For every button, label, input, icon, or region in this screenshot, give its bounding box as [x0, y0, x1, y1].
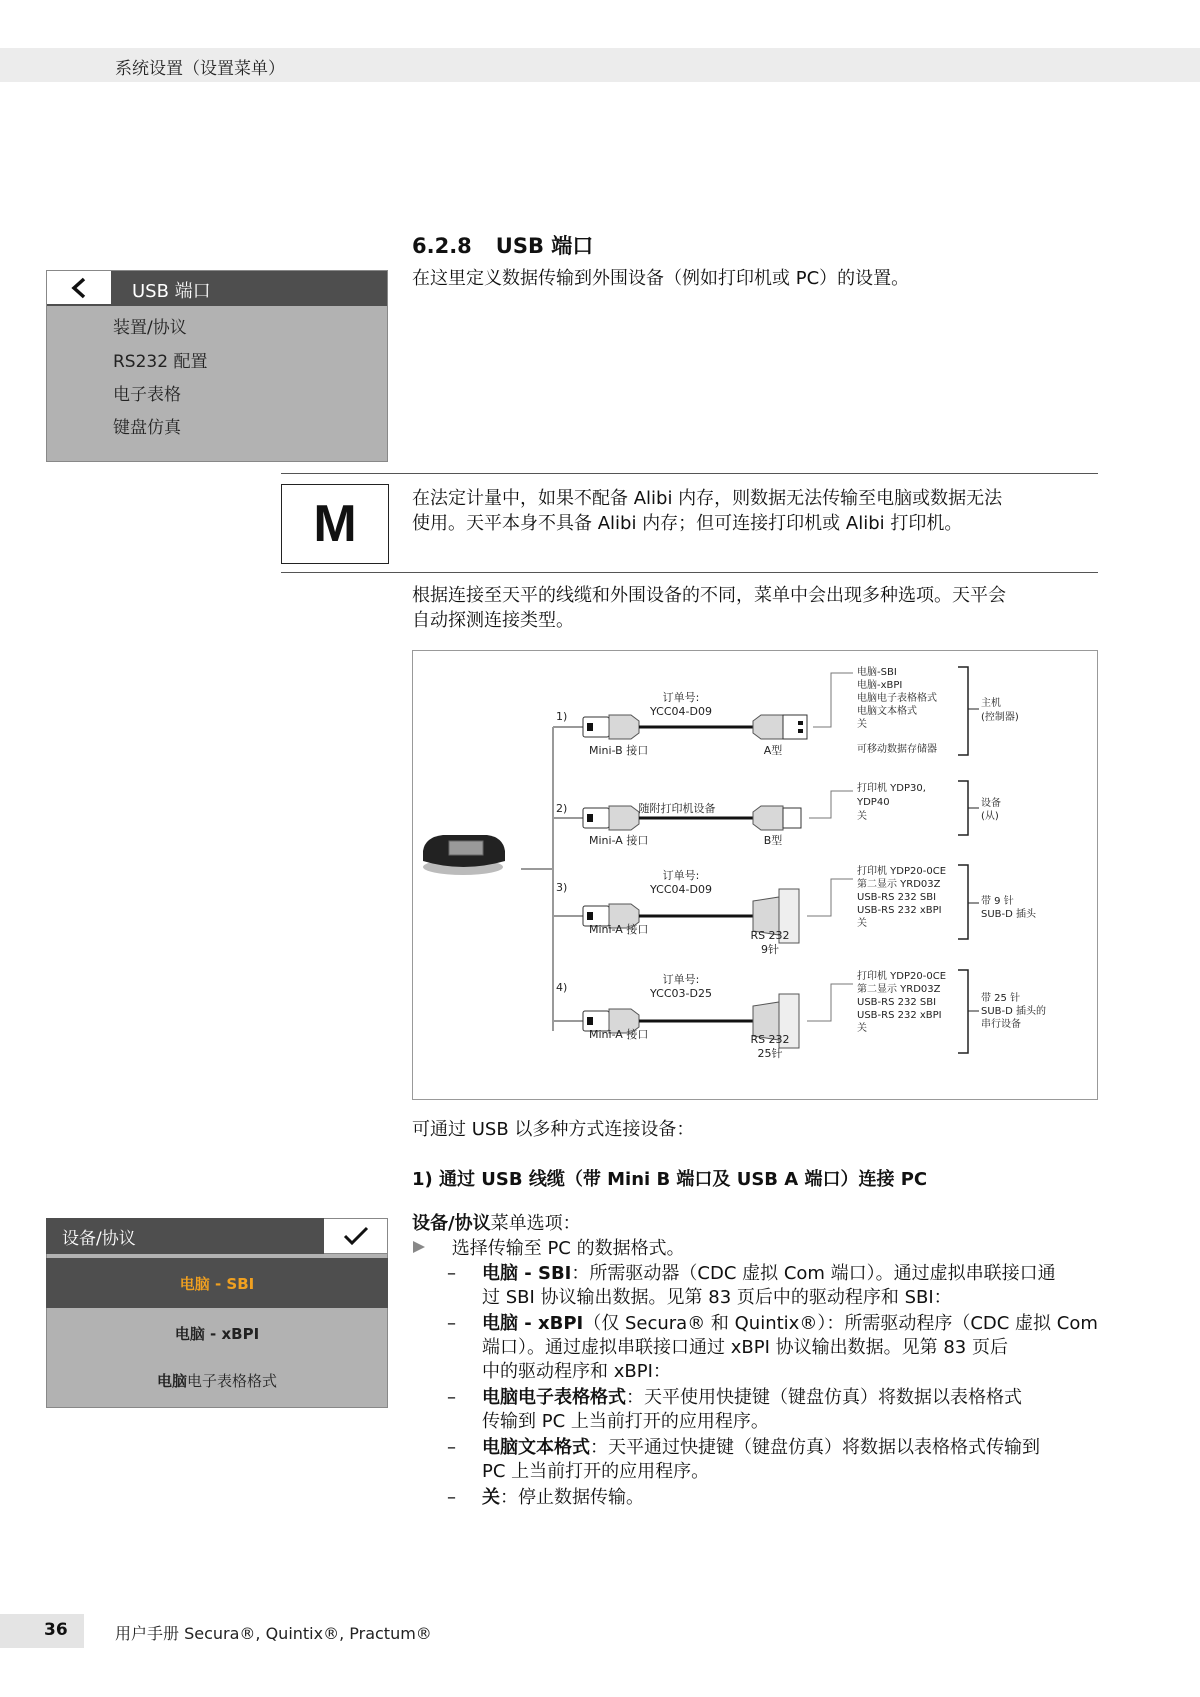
option-item-off [447, 1486, 1107, 1510]
row-1-cable-label-2: YCC04-D09 [650, 705, 712, 718]
row-2-left-label: Mini-A 接口 [589, 834, 649, 847]
usb-menu-item-spreadsheet[interactable]: 电子表格 [113, 385, 181, 405]
row-3-option-5: 关 [857, 918, 867, 929]
row-3-option-3: USB-RS 232 SBI [857, 892, 937, 903]
option-pc-text-name: 电脑文本格式 [482, 1437, 590, 1458]
options-text-line2: 自动探测连接类型。 [412, 610, 574, 631]
device-menu-title: 设备/协议 [62, 1229, 136, 1249]
option-off-name: 关 [482, 1487, 500, 1508]
row-3-left-label: Mini-A 接口 [589, 923, 649, 936]
row-4-option-2: 第二显示 YRD03Z [857, 984, 941, 995]
option-off-desc: ：停止数据传输。 [500, 1487, 644, 1508]
page-header-title: 系统设置（设置菜单） [115, 59, 285, 79]
row-4-number: 4) [556, 981, 568, 994]
option-pc-xbpi-name: 电脑 - xBPI [482, 1313, 584, 1334]
row-2-option-2: YDP40 [857, 797, 890, 808]
device-menu-item-3-rest: 电子表格格式 [187, 1371, 278, 1390]
dash-bullet: – [447, 1387, 456, 1408]
options-text-line1: 根据连接至天平的线缆和外围设备的不同，菜单中会出现多种选项。天平会 [412, 585, 1006, 606]
row-3-option-4: USB-RS 232 xBPI [857, 905, 942, 916]
row-4-option-5: 关 [857, 1023, 867, 1034]
footer-page-number: 36 [44, 1620, 68, 1640]
row-1-option-2: 电脑-xBPI [857, 680, 903, 691]
option-pc-text-desc-1: ：天平通过快捷键（键盘仿真）将数据以表格格式传输到 [590, 1437, 1040, 1458]
row-1-option-3: 电脑电子表格格式 [857, 693, 937, 704]
row-2-number: 2) [556, 802, 568, 815]
option-pc-spreadsheet-name: 电脑电子表格格式 [482, 1387, 626, 1408]
option-pc-xbpi-desc-2: 端口）。通过虚拟串联接口通过 xBPI 协议输出数据。见第 83 页后 [482, 1337, 1008, 1358]
option-item-pc-sbi [447, 1262, 1107, 1310]
row-3-cable-label-2: YCC04-D09 [650, 883, 712, 896]
row-3-option-1: 打印机 YDP20-0CE [857, 866, 947, 877]
row-4-group-1: 带 25 针 [981, 993, 1021, 1004]
option-item-pc-spreadsheet [447, 1386, 1107, 1434]
note-top-rule [281, 473, 1098, 474]
connection-diagram-svg [413, 651, 1099, 1101]
row-4-option-1: 打印机 YDP20-0CE [857, 971, 947, 982]
row-1-option-5: 关 [857, 719, 867, 730]
device-menu-item-pc-xbpi[interactable]: 电脑 - xBPI [174, 1324, 260, 1343]
row-3-group-2: SUB-D 插头 [981, 909, 1037, 920]
balance-icon [423, 835, 505, 875]
option-item-pc-text [447, 1436, 1107, 1484]
row-4-option-4: USB-RS 232 xBPI [857, 1010, 942, 1021]
row-2-group-1: 设备 [981, 798, 1001, 809]
row-4-cable-label-1: 订单号: [662, 973, 700, 986]
option-pc-sbi-desc-1: ：所需驱动器（CDC 虚拟 Com 端口）。通过虚拟串联接口通 [571, 1263, 1056, 1284]
row-1-cable-label-1: 订单号: [662, 691, 700, 704]
menu-options-label-rest: 菜单选项： [490, 1213, 581, 1234]
row-2-option-3: 关 [857, 811, 867, 822]
row-3-right-label-1: RS 232 [750, 929, 790, 942]
row-1-group-1: 主机 [981, 698, 1001, 709]
row-4-group-2: SUB-D 插头的 [981, 1006, 1047, 1017]
connect-text: 可通过 USB 以多种方式连接设备： [412, 1119, 695, 1140]
row-3-group-1: 带 9 针 [981, 896, 1014, 907]
legal-metrology-badge: M [281, 484, 389, 564]
footer-page-band [0, 1614, 84, 1648]
row-1-option-1: 电脑-SBI [857, 667, 897, 678]
row-3-option-2: 第二显示 YRD03Z [857, 879, 941, 890]
menu-options-label [412, 1212, 581, 1236]
usb-menu-item-device[interactable]: 装置/协议 [113, 318, 187, 338]
row-1-option-4: 电脑文本格式 [857, 706, 917, 717]
legal-note-line2: 使用。天平本身不具备 Alibi 内存；但可连接打印机或 Alibi 打印机。 [412, 513, 963, 534]
menu-options-label-bold: 设备/协议 [412, 1213, 491, 1234]
row-1-right-label: A型 [763, 744, 783, 757]
section-number: 6.2.8 [412, 234, 472, 258]
intro-paragraph: 在这里定义数据传输到外围设备（例如打印机或 PC）的设置。 [412, 268, 910, 289]
section-title-text: USB 端口 [495, 234, 594, 258]
option-pc-xbpi-desc-1: （仅 Secura® 和 Quintix®）：所需驱动程序（CDC 虚拟 Com [583, 1313, 1098, 1334]
triangle-right-icon [412, 1237, 430, 1261]
device-menu-item-3-bold: 电脑 [156, 1371, 187, 1390]
usb-menu-title: USB 端口 [132, 281, 211, 302]
dash-bullet: – [447, 1437, 456, 1458]
row-4-cable-label-2: YCC03-D25 [650, 987, 712, 1000]
device-menu-item-pc-spreadsheet[interactable] [46, 1360, 388, 1400]
row-2-group-2: (从) [981, 811, 999, 822]
row-2-cable-label-1: 随附打印机设备 [638, 802, 716, 815]
row-4-right-label-2: 25针 [757, 1047, 783, 1060]
diagram-row-4 [556, 969, 1046, 1060]
row-4-group-3: 串行设备 [981, 1019, 1021, 1030]
option-pc-text-desc-2: PC 上当前打开的应用程序。 [482, 1461, 710, 1482]
row-4-left-label: Mini-A 接口 [589, 1028, 649, 1041]
row-3-number: 3) [556, 881, 568, 894]
checkmark-icon[interactable] [324, 1218, 388, 1254]
option-pc-xbpi-desc-3: 中的驱动程序和 xBPI： [482, 1361, 671, 1382]
row-1-group-2: (控制器) [981, 712, 1019, 723]
option-pc-spreadsheet-desc-2: 传输到 PC 上当前打开的应用程序。 [482, 1411, 769, 1432]
row-4-option-3: USB-RS 232 SBI [857, 997, 937, 1008]
footer-manual-title: 用户手册 Secura®, Quintix®, Practum® [115, 1624, 432, 1643]
row-2-option-1: 打印机 YDP30, [857, 783, 926, 794]
diagram-row-2 [556, 781, 1001, 847]
list-heading-1: 1) 通过 USB 线缆（带 Mini B 端口及 USB A 端口）连接 PC [412, 1169, 928, 1190]
option-pc-sbi-desc-2: 过 SBI 协议输出数据。见第 83 页后中的驱动程序和 SBI： [482, 1287, 952, 1308]
row-1-left-label: Mini-B 接口 [589, 744, 649, 757]
usb-menu-item-keyboard[interactable]: 键盘仿真 [113, 418, 181, 438]
option-item-pc-xbpi [447, 1312, 1107, 1384]
row-2-right-label: B型 [763, 834, 783, 847]
device-menu-item-pc-sbi-selected[interactable]: 电脑 - SBI [46, 1258, 388, 1308]
dash-bullet: – [447, 1487, 456, 1508]
dash-bullet: – [447, 1263, 456, 1284]
row-3-right-label-2: 9针 [761, 943, 779, 956]
legal-note-line1: 在法定计量中，如果不配备 Alibi 内存，则数据无法传输至电脑或数据无法 [412, 488, 1003, 509]
chevron-left-icon[interactable] [47, 271, 111, 304]
row-3-cable-label-1: 订单号: [662, 869, 700, 882]
option-pc-sbi-name: 电脑 - SBI [482, 1263, 572, 1284]
row-1-extra: 可移动数据存储器 [857, 744, 937, 755]
select-format-text: 选择传输至 PC 的数据格式。 [451, 1238, 685, 1259]
section-title [412, 230, 593, 260]
connection-diagram [412, 650, 1098, 1100]
dash-bullet: – [447, 1313, 456, 1334]
select-format-row [412, 1237, 685, 1261]
diagram-row-1 [556, 665, 1019, 757]
note-bottom-rule [281, 572, 1098, 573]
row-4-right-label-1: RS 232 [750, 1033, 790, 1046]
diagram-row-3 [556, 864, 1037, 956]
option-pc-spreadsheet-desc-1: ：天平使用快捷键（键盘仿真）将数据以表格格式 [626, 1387, 1022, 1408]
row-1-number: 1) [556, 710, 568, 723]
usb-menu-item-rs232[interactable]: RS232 配置 [113, 352, 208, 372]
